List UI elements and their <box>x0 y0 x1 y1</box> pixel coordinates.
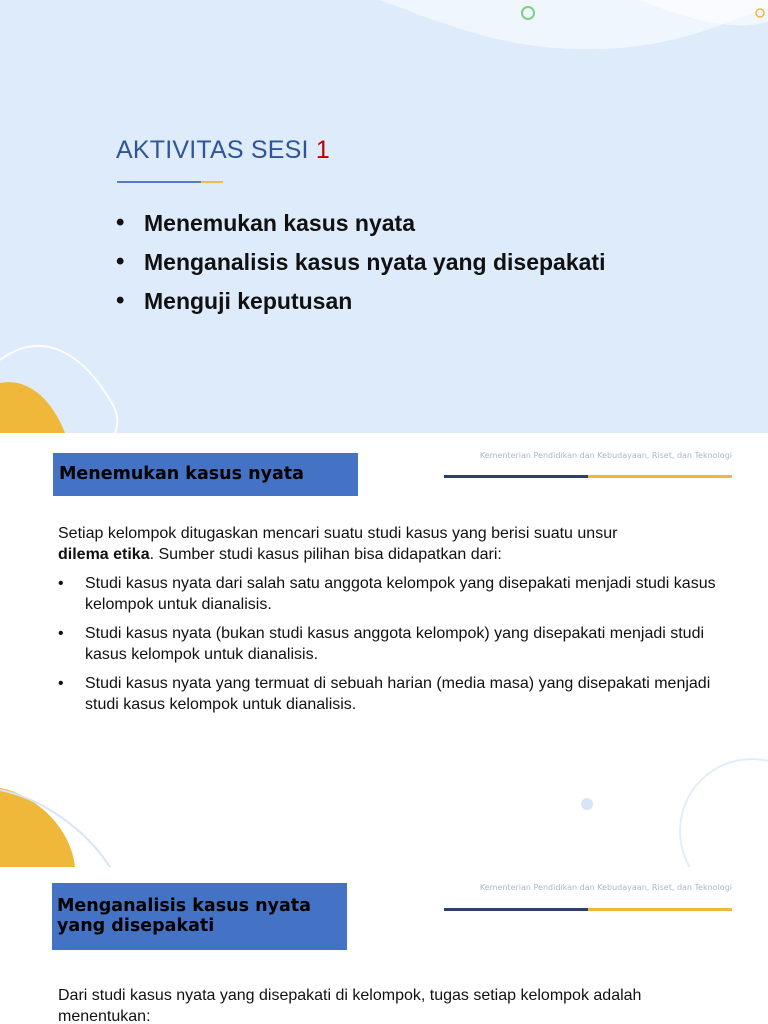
body-paragraph: Dari studi kasus nyata yang disepakati di kelompok, tugas setiap kelompok adalah menentukan: <box>58 987 642 1024</box>
list-item: • Studi kasus nyata dari salah satu anggota kelompok yang disepakati menjadi studi kasus kelompok untuk dianalisis. <box>58 573 728 615</box>
header-line-navy <box>444 475 588 478</box>
source-list <box>58 573 728 723</box>
header-organization: Kementerian Pendidikan dan Kebudayaan, Riset, dan Teknologi <box>479 451 732 460</box>
title-number: 1 <box>315 136 330 164</box>
slide-title <box>116 136 330 165</box>
blue-dot-icon <box>581 798 593 810</box>
header-organization: Kementerian Pendidikan dan Kebudayaan, Riset, dan Teknologi <box>479 883 732 892</box>
title-text: AKTIVITAS SESI <box>116 136 309 164</box>
list-item: • Menemukan kasus nyata <box>116 206 605 245</box>
intro-paragraph <box>58 523 718 565</box>
intro-bold-term: dilema etika <box>58 546 150 563</box>
slide-find-real-case <box>0 433 768 867</box>
title-underline-gold <box>201 181 223 183</box>
slide-analyze-case <box>0 867 768 1024</box>
activity-list <box>116 206 605 323</box>
slide-title: Menganalisis kasus nyata yang disepakati <box>52 883 347 950</box>
slide-title: Menemukan kasus nyata <box>53 453 358 496</box>
intro-text-end: . Sumber studi kasus pilihan bisa didapatkan dari: <box>149 546 502 563</box>
gold-blob-shape <box>0 382 65 433</box>
header-line-gold <box>588 475 732 478</box>
list-item: • Menguji keputusan <box>116 284 605 323</box>
list-item: • Studi kasus nyata (bukan studi kasus anggota kelompok) yang disepakati menjadi studi kasus kelompok untuk dianalisis. <box>58 623 728 665</box>
intro-text: Setiap kelompok ditugaskan mencari suatu studi kasus yang berisi suatu unsur <box>58 525 618 542</box>
list-item: • Studi kasus nyata yang termuat di sebuah harian (media masa) yang disepakati menjadi studi kasus kelompok untuk dianalisis. <box>58 673 728 715</box>
slide-activities <box>0 0 768 433</box>
header-line-gold <box>588 908 732 911</box>
title-underline-blue <box>117 181 201 183</box>
gold-blob-shape <box>0 788 75 867</box>
header-line-navy <box>444 908 588 911</box>
list-item: • Menganalisis kasus nyata yang disepakati <box>116 245 605 284</box>
